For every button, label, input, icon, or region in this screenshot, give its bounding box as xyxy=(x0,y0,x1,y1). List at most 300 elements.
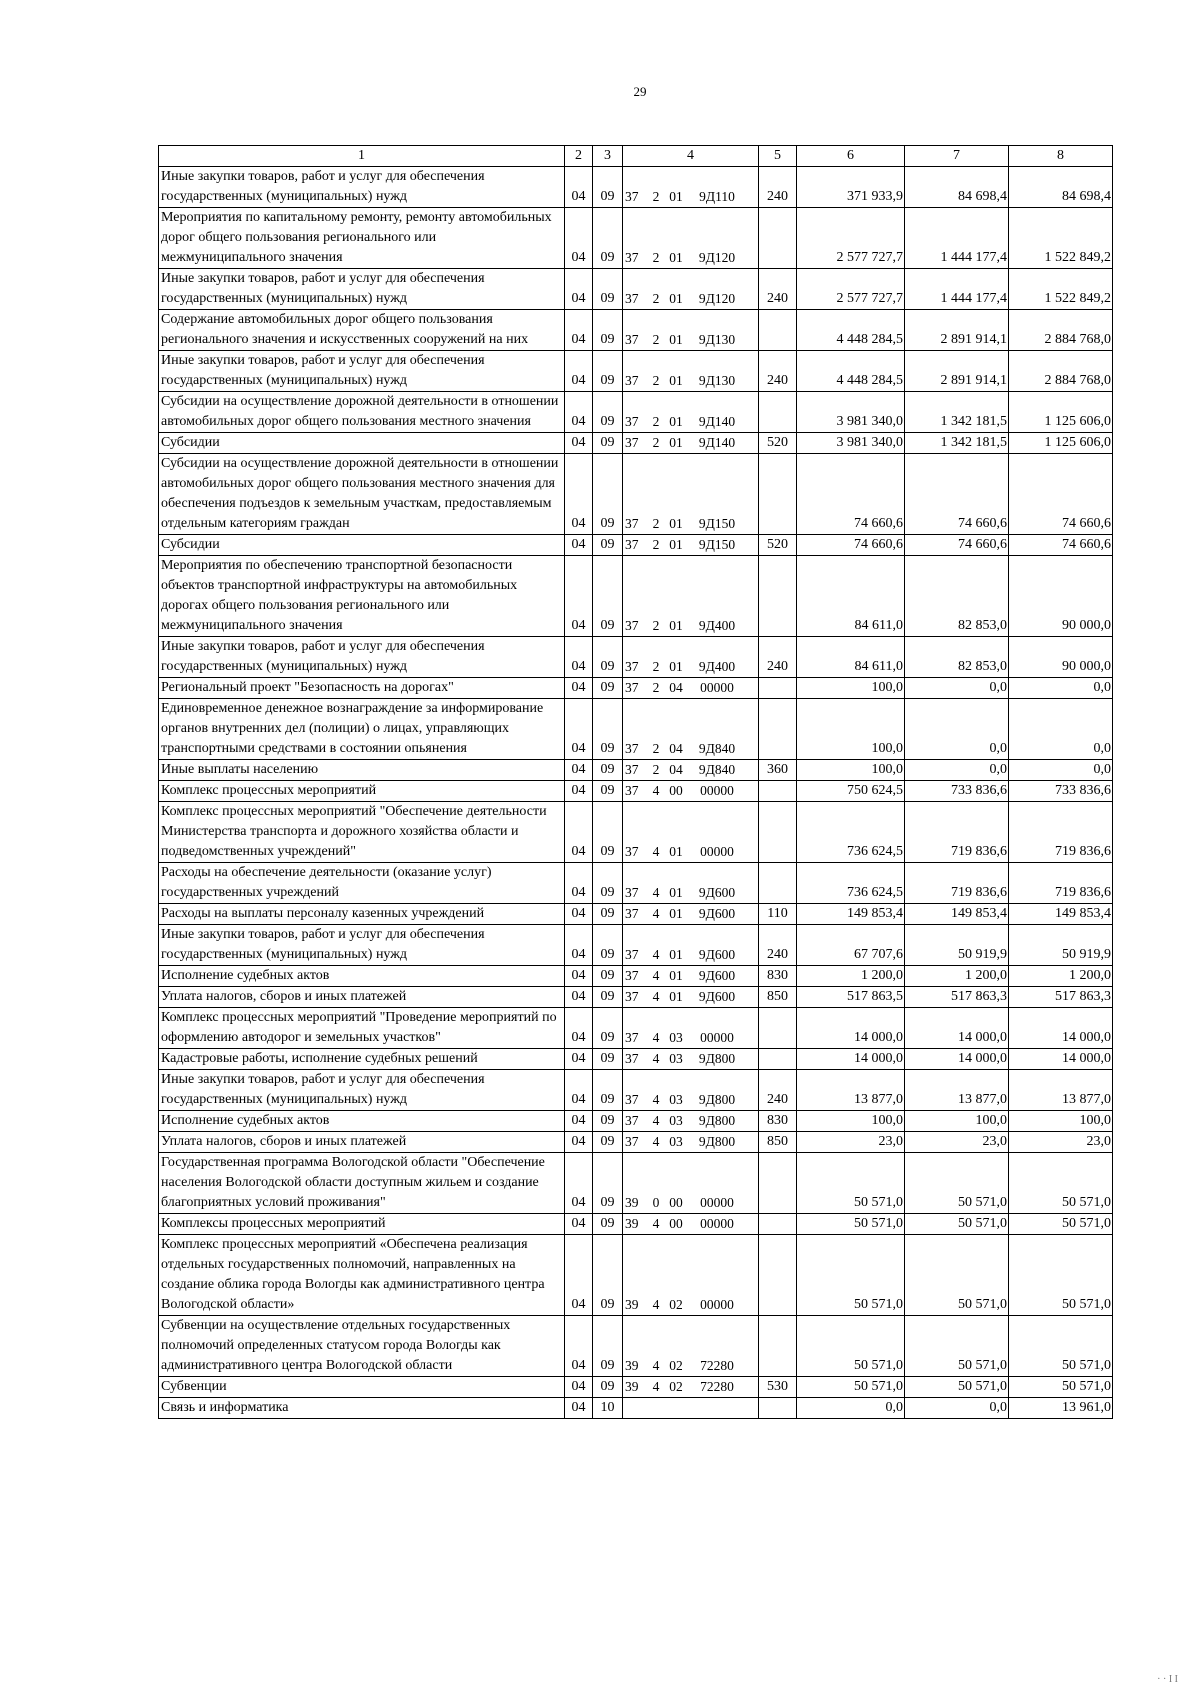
row-amount-7: 0,0 xyxy=(905,1398,1009,1419)
row-target-code xyxy=(623,966,759,987)
code-part-c4d: 9Д110 xyxy=(699,189,735,204)
row-amount-7: 733 836,6 xyxy=(905,781,1009,802)
row-section: 04 xyxy=(565,433,593,454)
row-target-code xyxy=(623,1049,759,1070)
code-part-c4b: 2 xyxy=(652,189,660,204)
header-col-6: 6 xyxy=(797,146,905,167)
code-part-c4a: 37 xyxy=(625,537,639,552)
table-row xyxy=(159,1316,1113,1377)
table-row xyxy=(159,987,1113,1008)
code-part-c4c: 01 xyxy=(669,537,683,552)
row-amount-6: 100,0 xyxy=(797,699,905,760)
code-part-c4b: 2 xyxy=(652,291,660,306)
row-target-code xyxy=(623,167,759,208)
row-amount-7: 1 342 181,5 xyxy=(905,392,1009,433)
code-part-c4d: 9Д130 xyxy=(698,373,736,388)
header-col-3: 3 xyxy=(593,146,623,167)
row-name: Уплата налогов, сборов и иных платежей xyxy=(159,987,565,1008)
row-name: Мероприятия по обеспечению транспортной безопасности объектов транспортной инфраструктуры на автомобильных дорогах общего пользования регионального или межмуниципального значения xyxy=(159,556,565,637)
row-section: 04 xyxy=(565,637,593,678)
row-amount-6: 2 577 727,7 xyxy=(797,208,905,269)
row-expense-type xyxy=(759,392,797,433)
code-part-c4c: 02 xyxy=(669,1358,683,1373)
row-amount-7: 82 853,0 xyxy=(905,556,1009,637)
code-part-c4b: 2 xyxy=(652,332,660,347)
row-target-code xyxy=(623,781,759,802)
code-part-c4d: 9Д600 xyxy=(698,906,736,921)
code-part-c4d: 00000 xyxy=(700,1030,734,1045)
row-amount-8: 149 853,4 xyxy=(1009,904,1113,925)
row-target-code xyxy=(623,454,759,535)
row-section: 04 xyxy=(565,167,593,208)
code-part-c4d: 9Д400 xyxy=(698,659,736,674)
row-amount-8: 74 660,6 xyxy=(1009,535,1113,556)
table-row xyxy=(159,1008,1113,1049)
row-name: Комплекс процессных мероприятий "Обеспечение деятельности Министерства транспорта и дорожного хозяйства области и подведомственных учреждений" xyxy=(159,802,565,863)
row-expense-type xyxy=(759,678,797,699)
code-part-c4c: 03 xyxy=(669,1092,683,1107)
row-expense-type: 530 xyxy=(759,1377,797,1398)
code-part-c4c: 01 xyxy=(669,435,683,450)
table-row xyxy=(159,433,1113,454)
code-part-c4b: 4 xyxy=(652,989,660,1004)
row-subsection: 09 xyxy=(593,966,623,987)
row-amount-8: 23,0 xyxy=(1009,1132,1113,1153)
row-section: 04 xyxy=(565,781,593,802)
row-expense-type xyxy=(759,699,797,760)
row-amount-8: 1 125 606,0 xyxy=(1009,433,1113,454)
row-name: Субвенции на осуществление отдельных государственных полномочий определенных статусом города Вологды как административного центра Вологодской области xyxy=(159,1316,565,1377)
row-subsection: 09 xyxy=(593,1049,623,1070)
code-part-c4b: 4 xyxy=(652,1297,660,1312)
row-amount-7: 74 660,6 xyxy=(905,454,1009,535)
row-amount-7: 719 836,6 xyxy=(905,802,1009,863)
table-row xyxy=(159,269,1113,310)
row-amount-6: 4 448 284,5 xyxy=(797,351,905,392)
row-section: 04 xyxy=(565,269,593,310)
table-row xyxy=(159,760,1113,781)
row-section: 04 xyxy=(565,925,593,966)
code-part-c4a: 37 xyxy=(625,968,639,983)
row-amount-6: 84 611,0 xyxy=(797,637,905,678)
table-row xyxy=(159,310,1113,351)
code-part-c4a: 37 xyxy=(625,1030,639,1045)
code-part-c4d: 9Д150 xyxy=(698,537,736,552)
code-part-c4d: 9Д600 xyxy=(698,989,736,1004)
row-section: 04 xyxy=(565,904,593,925)
row-subsection: 09 xyxy=(593,1214,623,1235)
row-amount-7: 517 863,3 xyxy=(905,987,1009,1008)
row-amount-8: 1 125 606,0 xyxy=(1009,392,1113,433)
row-subsection: 09 xyxy=(593,1008,623,1049)
row-subsection: 09 xyxy=(593,1132,623,1153)
code-part-c4a: 37 xyxy=(625,680,639,695)
code-part-c4a: 37 xyxy=(625,885,639,900)
row-section: 04 xyxy=(565,208,593,269)
row-amount-7: 149 853,4 xyxy=(905,904,1009,925)
row-section: 04 xyxy=(565,1049,593,1070)
table-row xyxy=(159,208,1113,269)
row-amount-7: 50 571,0 xyxy=(905,1214,1009,1235)
row-name: Государственная программа Вологодской области "Обеспечение населения Вологодской области доступным жильем и создание благоприятных условий проживания" xyxy=(159,1153,565,1214)
row-expense-type: 240 xyxy=(759,1070,797,1111)
code-part-c4d: 9Д400 xyxy=(698,618,736,633)
code-part-c4b: 4 xyxy=(652,1358,660,1373)
table-row xyxy=(159,1049,1113,1070)
row-expense-type xyxy=(759,1049,797,1070)
row-section: 04 xyxy=(565,987,593,1008)
row-section: 04 xyxy=(565,392,593,433)
code-part-c4c: 03 xyxy=(669,1113,683,1128)
code-part-c4a: 39 xyxy=(625,1195,639,1210)
row-section: 04 xyxy=(565,1235,593,1316)
row-amount-6: 14 000,0 xyxy=(797,1049,905,1070)
row-name: Региональный проект "Безопасность на дорогах" xyxy=(159,678,565,699)
header-col-4: 4 xyxy=(623,146,759,167)
row-target-code xyxy=(623,863,759,904)
code-part-c4c: 00 xyxy=(669,783,683,798)
row-amount-8: 14 000,0 xyxy=(1009,1049,1113,1070)
row-amount-6: 2 577 727,7 xyxy=(797,269,905,310)
row-amount-8: 90 000,0 xyxy=(1009,556,1113,637)
header-col-7: 7 xyxy=(905,146,1009,167)
row-target-code xyxy=(623,1111,759,1132)
code-part-c4b: 2 xyxy=(652,762,660,777)
code-part-c4d: 00000 xyxy=(700,680,734,695)
row-amount-7: 0,0 xyxy=(905,760,1009,781)
row-amount-6: 23,0 xyxy=(797,1132,905,1153)
code-part-c4c: 02 xyxy=(669,1379,683,1394)
code-part-c4d: 9Д120 xyxy=(698,291,736,306)
row-target-code xyxy=(623,1132,759,1153)
row-amount-6: 50 571,0 xyxy=(797,1153,905,1214)
row-target-code xyxy=(623,925,759,966)
row-name: Расходы на выплаты персоналу казенных учреждений xyxy=(159,904,565,925)
row-amount-6: 750 624,5 xyxy=(797,781,905,802)
code-part-c4c: 00 xyxy=(669,1216,683,1231)
row-amount-6: 50 571,0 xyxy=(797,1235,905,1316)
row-amount-6: 4 448 284,5 xyxy=(797,310,905,351)
row-target-code xyxy=(623,392,759,433)
row-subsection: 09 xyxy=(593,310,623,351)
code-part-c4c: 03 xyxy=(669,1134,683,1149)
row-amount-6: 736 624,5 xyxy=(797,863,905,904)
code-part-c4c: 01 xyxy=(669,989,683,1004)
row-subsection: 09 xyxy=(593,760,623,781)
row-expense-type: 850 xyxy=(759,987,797,1008)
code-part-c4c: 00 xyxy=(669,1195,683,1210)
code-part-c4c: 01 xyxy=(669,516,683,531)
row-amount-7: 1 200,0 xyxy=(905,966,1009,987)
row-amount-8: 50 571,0 xyxy=(1009,1316,1113,1377)
row-expense-type: 830 xyxy=(759,966,797,987)
row-amount-7: 2 891 914,1 xyxy=(905,310,1009,351)
row-subsection: 09 xyxy=(593,781,623,802)
row-amount-8: 14 000,0 xyxy=(1009,1008,1113,1049)
row-amount-8: 517 863,3 xyxy=(1009,987,1113,1008)
code-part-c4a: 37 xyxy=(625,844,639,859)
row-name: Иные закупки товаров, работ и услуг для обеспечения государственных (муниципальных) нужд xyxy=(159,637,565,678)
code-part-c4b: 4 xyxy=(652,906,660,921)
code-part-c4b: 4 xyxy=(652,1092,660,1107)
table-row xyxy=(159,556,1113,637)
row-name: Субсидии xyxy=(159,535,565,556)
code-part-c4d: 9Д600 xyxy=(698,947,736,962)
row-amount-7: 14 000,0 xyxy=(905,1008,1009,1049)
code-part-c4b: 2 xyxy=(652,537,660,552)
row-amount-8: 50 571,0 xyxy=(1009,1153,1113,1214)
row-expense-type: 240 xyxy=(759,351,797,392)
row-section: 04 xyxy=(565,1070,593,1111)
code-part-c4c: 01 xyxy=(669,332,683,347)
row-name: Комплекс процессных мероприятий "Проведение мероприятий по оформлению автодорог и земельных участков" xyxy=(159,1008,565,1049)
row-amount-7: 0,0 xyxy=(905,699,1009,760)
code-part-c4b: 4 xyxy=(652,1051,660,1066)
row-amount-6: 3 981 340,0 xyxy=(797,433,905,454)
row-target-code xyxy=(623,1153,759,1214)
row-subsection: 09 xyxy=(593,678,623,699)
code-part-c4b: 4 xyxy=(652,1379,660,1394)
row-target-code xyxy=(623,904,759,925)
row-amount-8: 84 698,4 xyxy=(1009,167,1113,208)
table-row xyxy=(159,637,1113,678)
code-part-c4b: 2 xyxy=(652,516,660,531)
table-row xyxy=(159,925,1113,966)
row-section: 04 xyxy=(565,556,593,637)
code-part-c4a: 39 xyxy=(625,1379,639,1394)
code-part-c4b: 4 xyxy=(652,844,660,859)
table-header-row xyxy=(159,146,1113,167)
row-expense-type: 110 xyxy=(759,904,797,925)
code-part-c4a: 37 xyxy=(625,250,639,265)
row-amount-8: 100,0 xyxy=(1009,1111,1113,1132)
table-row xyxy=(159,699,1113,760)
row-subsection: 09 xyxy=(593,1111,623,1132)
row-amount-6: 100,0 xyxy=(797,678,905,699)
row-amount-8: 50 571,0 xyxy=(1009,1214,1113,1235)
row-amount-6: 736 624,5 xyxy=(797,802,905,863)
row-name: Иные закупки товаров, работ и услуг для обеспечения государственных (муниципальных) нужд xyxy=(159,269,565,310)
row-name: Комплекс процессных мероприятий xyxy=(159,781,565,802)
row-subsection: 09 xyxy=(593,925,623,966)
row-amount-6: 100,0 xyxy=(797,1111,905,1132)
code-part-c4a: 37 xyxy=(625,947,639,962)
code-part-c4b: 2 xyxy=(652,373,660,388)
row-target-code xyxy=(623,802,759,863)
row-subsection: 09 xyxy=(593,1070,623,1111)
row-expense-type xyxy=(759,781,797,802)
code-part-c4d: 9Д120 xyxy=(698,250,736,265)
row-section: 04 xyxy=(565,1008,593,1049)
row-amount-6: 0,0 xyxy=(797,1398,905,1419)
code-part-c4d: 9Д840 xyxy=(698,741,736,756)
table-row xyxy=(159,1377,1113,1398)
code-part-c4b: 2 xyxy=(652,618,660,633)
row-amount-8: 1 522 849,2 xyxy=(1009,269,1113,310)
row-expense-type xyxy=(759,208,797,269)
row-amount-7: 719 836,6 xyxy=(905,863,1009,904)
table-row xyxy=(159,454,1113,535)
row-section: 04 xyxy=(565,535,593,556)
header-col-5: 5 xyxy=(759,146,797,167)
code-part-c4a: 37 xyxy=(625,1134,639,1149)
row-section: 04 xyxy=(565,699,593,760)
row-amount-6: 84 611,0 xyxy=(797,556,905,637)
code-part-c4d: 9Д600 xyxy=(698,968,736,983)
table-row xyxy=(159,1111,1113,1132)
row-target-code xyxy=(623,1377,759,1398)
row-amount-6: 74 660,6 xyxy=(797,454,905,535)
row-amount-6: 517 863,5 xyxy=(797,987,905,1008)
row-target-code xyxy=(623,678,759,699)
code-part-c4c: 04 xyxy=(669,680,683,695)
code-part-c4c: 03 xyxy=(669,1030,683,1045)
code-part-c4a: 37 xyxy=(625,659,639,674)
row-amount-6: 50 571,0 xyxy=(797,1214,905,1235)
row-expense-type: 240 xyxy=(759,637,797,678)
row-amount-8: 1 522 849,2 xyxy=(1009,208,1113,269)
code-part-c4a: 37 xyxy=(625,189,639,204)
table-row xyxy=(159,351,1113,392)
code-part-c4b: 4 xyxy=(652,947,660,962)
code-part-c4c: 01 xyxy=(669,373,683,388)
row-target-code xyxy=(623,1398,759,1419)
code-part-c4b: 4 xyxy=(652,1216,660,1231)
row-expense-type: 240 xyxy=(759,167,797,208)
row-expense-type: 830 xyxy=(759,1111,797,1132)
code-part-c4b: 2 xyxy=(652,680,660,695)
row-section: 04 xyxy=(565,1111,593,1132)
code-part-c4b: 2 xyxy=(652,414,660,429)
code-part-c4a: 37 xyxy=(625,989,639,1004)
row-amount-7: 2 891 914,1 xyxy=(905,351,1009,392)
row-target-code xyxy=(623,310,759,351)
code-part-c4d: 9Д150 xyxy=(698,516,736,531)
row-expense-type xyxy=(759,1316,797,1377)
header-col-8: 8 xyxy=(1009,146,1113,167)
row-name: Субсидии на осуществление дорожной деятельности в отношении автомобильных дорог общего пользования местного значения для обеспечения подъездов к земельным участкам, предоставляемым отдельным категориям граждан xyxy=(159,454,565,535)
code-part-c4c: 03 xyxy=(669,1051,683,1066)
row-section: 04 xyxy=(565,1153,593,1214)
row-expense-type: 520 xyxy=(759,535,797,556)
row-name: Иные закупки товаров, работ и услуг для обеспечения государственных (муниципальных) нужд xyxy=(159,351,565,392)
row-amount-8: 50 571,0 xyxy=(1009,1377,1113,1398)
code-part-c4d: 9Д140 xyxy=(698,414,736,429)
table-row xyxy=(159,1132,1113,1153)
code-part-c4d: 72280 xyxy=(700,1379,734,1394)
row-section: 04 xyxy=(565,966,593,987)
row-expense-type: 360 xyxy=(759,760,797,781)
code-part-c4b: 2 xyxy=(652,659,660,674)
row-section: 04 xyxy=(565,863,593,904)
table-row xyxy=(159,1153,1113,1214)
row-subsection: 09 xyxy=(593,454,623,535)
row-expense-type xyxy=(759,310,797,351)
row-name: Субсидии на осуществление дорожной деятельности в отношении автомобильных дорог общего пользования местного значения xyxy=(159,392,565,433)
code-part-c4d: 9Д130 xyxy=(698,332,736,347)
row-name: Расходы на обеспечение деятельности (оказание услуг) государственных учреждений xyxy=(159,863,565,904)
code-part-c4c: 01 xyxy=(669,947,683,962)
table-row xyxy=(159,392,1113,433)
code-part-c4c: 04 xyxy=(669,741,683,756)
code-part-c4c: 04 xyxy=(669,762,683,777)
row-name: Иные выплаты населению xyxy=(159,760,565,781)
row-target-code xyxy=(623,987,759,1008)
row-amount-7: 1 342 181,5 xyxy=(905,433,1009,454)
table-row xyxy=(159,167,1113,208)
row-amount-8: 74 660,6 xyxy=(1009,454,1113,535)
row-expense-type: 520 xyxy=(759,433,797,454)
row-amount-6: 149 853,4 xyxy=(797,904,905,925)
row-amount-8: 719 836,6 xyxy=(1009,802,1113,863)
row-section: 04 xyxy=(565,760,593,781)
row-subsection: 09 xyxy=(593,351,623,392)
page-number: 29 xyxy=(633,84,647,99)
row-section: 04 xyxy=(565,351,593,392)
code-part-c4a: 37 xyxy=(625,332,639,347)
code-part-c4d: 9Д140 xyxy=(698,435,736,450)
code-part-c4d: 9Д800 xyxy=(698,1051,736,1066)
row-subsection: 09 xyxy=(593,904,623,925)
row-subsection: 09 xyxy=(593,637,623,678)
code-part-c4a: 37 xyxy=(625,1113,639,1128)
row-amount-8: 2 884 768,0 xyxy=(1009,310,1113,351)
row-amount-8: 90 000,0 xyxy=(1009,637,1113,678)
row-amount-7: 84 698,4 xyxy=(905,167,1009,208)
row-target-code xyxy=(623,556,759,637)
row-target-code xyxy=(623,760,759,781)
code-part-c4b: 4 xyxy=(652,783,660,798)
row-section: 04 xyxy=(565,678,593,699)
code-part-c4a: 37 xyxy=(625,373,639,388)
row-subsection: 09 xyxy=(593,699,623,760)
row-subsection: 09 xyxy=(593,535,623,556)
row-amount-7: 14 000,0 xyxy=(905,1049,1009,1070)
table-body xyxy=(159,167,1113,1419)
code-part-c4a: 39 xyxy=(625,1216,639,1231)
row-subsection: 09 xyxy=(593,269,623,310)
code-part-c4c: 01 xyxy=(669,189,683,204)
code-part-c4d: 00000 xyxy=(700,1216,734,1231)
code-part-c4b: 4 xyxy=(652,1030,660,1045)
code-part-c4a: 37 xyxy=(625,1051,639,1066)
table-row xyxy=(159,1235,1113,1316)
row-target-code xyxy=(623,208,759,269)
row-expense-type xyxy=(759,1153,797,1214)
code-part-c4a: 37 xyxy=(625,906,639,921)
header-col-1: 1 xyxy=(159,146,565,167)
code-part-c4d: 00000 xyxy=(700,844,734,859)
row-subsection: 09 xyxy=(593,556,623,637)
code-part-c4b: 4 xyxy=(652,968,660,983)
row-target-code xyxy=(623,1316,759,1377)
row-amount-7: 1 444 177,4 xyxy=(905,208,1009,269)
code-part-c4d: 9Д800 xyxy=(698,1134,736,1149)
row-name: Кадастровые работы, исполнение судебных решений xyxy=(159,1049,565,1070)
scan-mark: · · I I xyxy=(1157,1674,1178,1685)
table-row xyxy=(159,904,1113,925)
row-target-code xyxy=(623,1008,759,1049)
row-subsection: 09 xyxy=(593,392,623,433)
code-part-c4b: 4 xyxy=(652,1113,660,1128)
budget-table xyxy=(158,145,1113,1419)
code-part-c4a: 37 xyxy=(625,618,639,633)
code-part-c4b: 4 xyxy=(652,1134,660,1149)
row-name: Иные закупки товаров, работ и услуг для обеспечения государственных (муниципальных) нужд xyxy=(159,925,565,966)
code-part-c4b: 4 xyxy=(652,885,660,900)
row-target-code xyxy=(623,535,759,556)
row-section: 04 xyxy=(565,1214,593,1235)
